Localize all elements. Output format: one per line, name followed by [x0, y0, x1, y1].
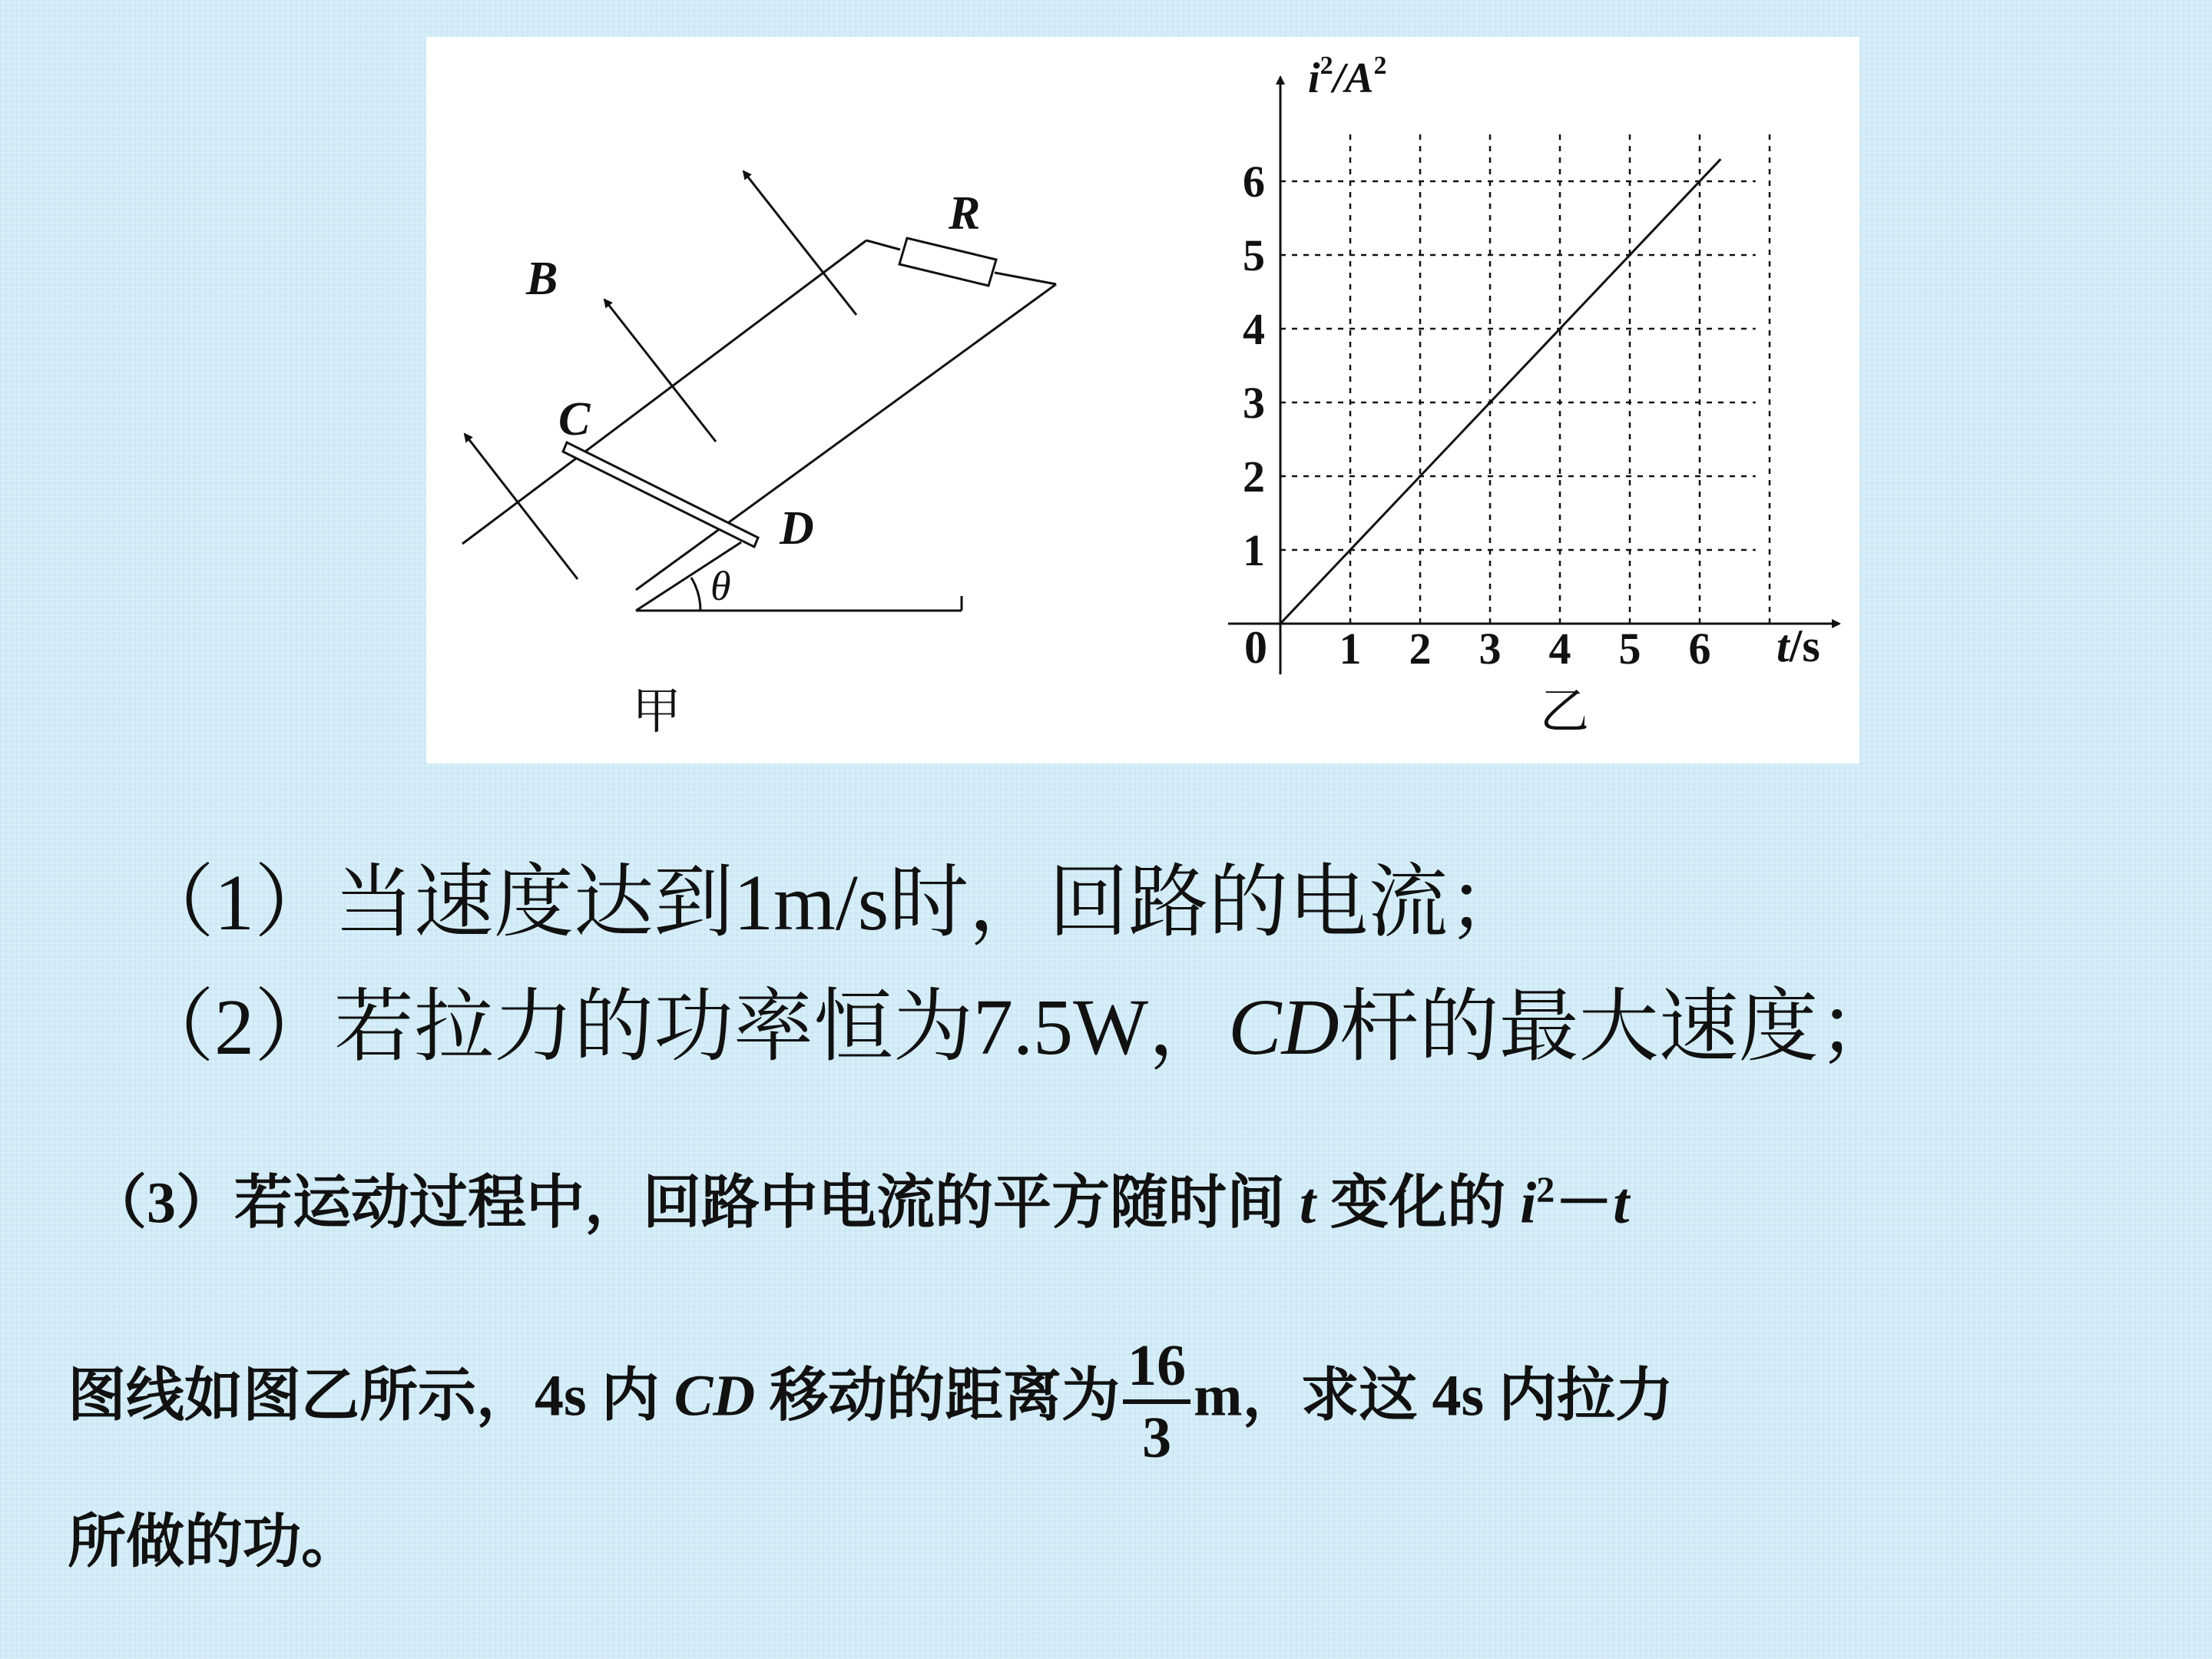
q3-l1-sup: 2	[1536, 1170, 1555, 1210]
label-r: R	[949, 187, 981, 240]
x-label-unit: /s	[1789, 621, 1820, 671]
q3-l2-pre: 图线如图乙所示，4s 内	[68, 1363, 674, 1429]
field-arrow-2	[604, 300, 716, 442]
question-2	[134, 982, 1899, 1074]
rail-top-right	[995, 273, 1056, 284]
y-tick-label: 2	[1243, 452, 1265, 502]
distance-fraction	[1123, 1333, 1190, 1470]
q3-l1-t2: t	[1613, 1171, 1630, 1236]
question-3-line-2	[68, 1333, 1674, 1470]
question-2-pre: （2）若拉力的功率恒为7.5W，	[134, 983, 1229, 1071]
y-axis-label	[1308, 51, 1386, 102]
x-tick-label: 4	[1548, 624, 1571, 674]
caption-yi: 乙	[1540, 684, 1589, 739]
rod-cd	[563, 442, 758, 547]
q3-l2-post: m，求这 4s 内拉力	[1194, 1363, 1674, 1429]
x-axis-ticks	[1339, 624, 1711, 674]
caption-jia: 甲	[632, 684, 681, 739]
q3-l1-t: t	[1300, 1171, 1316, 1236]
fraction-denominator: 3	[1142, 1406, 1172, 1470]
label-c: C	[558, 393, 591, 445]
y-tick-label: 1	[1243, 525, 1265, 575]
label-b: B	[526, 253, 558, 305]
question-1: （1）当速度达到1m/s时，回路的电流；	[134, 859, 1528, 947]
chart-yi	[1228, 51, 1839, 674]
y-tick-label: 3	[1243, 378, 1265, 428]
y-label-base: i	[1308, 55, 1320, 102]
angle-arc	[691, 578, 700, 611]
figure-panel	[426, 37, 1859, 763]
question-2-rod: CD	[1228, 983, 1339, 1071]
y-tick-label: 5	[1243, 230, 1265, 280]
x-axis-label	[1777, 621, 1820, 671]
y-label-sup: 2	[1320, 51, 1333, 80]
y-tick-label: 4	[1243, 304, 1265, 354]
x-label-var: t	[1777, 621, 1790, 671]
origin-label: 0	[1244, 622, 1267, 673]
field-arrow-3	[743, 171, 856, 315]
x-tick-label: 2	[1409, 624, 1432, 674]
question-3-line-1	[88, 1152, 1629, 1241]
q3-l2-mid: 移动的距离为	[755, 1363, 1121, 1429]
chart-series	[1280, 159, 1720, 624]
q3-l2-cd: CD	[674, 1363, 756, 1429]
x-tick-label: 5	[1618, 624, 1641, 674]
x-tick-label: 3	[1479, 624, 1502, 674]
y-label-sup2: 2	[1373, 51, 1387, 80]
series-line	[1280, 159, 1720, 624]
resistor-r	[899, 238, 996, 286]
rail-lower	[636, 284, 1056, 590]
x-tick-label: 1	[1339, 624, 1362, 674]
y-tick-label: 6	[1243, 157, 1265, 207]
y-label-unit: /A	[1333, 55, 1374, 102]
question-3-line-3: 所做的功。	[68, 1510, 359, 1575]
label-d: D	[780, 502, 814, 555]
figure-svg	[426, 37, 1859, 763]
label-theta: θ	[710, 563, 731, 609]
field-arrow-1	[465, 434, 578, 579]
q3-l1-dash: －	[1555, 1171, 1614, 1236]
y-axis-ticks	[1243, 157, 1265, 575]
q3-l1-pre: （3）若运动过程中，回路中电流的平方随时间	[88, 1171, 1300, 1236]
q3-l1-i: i	[1520, 1171, 1537, 1236]
chart-grid	[1280, 130, 1770, 624]
question-2-post: 杆的最大速度；	[1339, 983, 1899, 1071]
rail-top-left	[866, 240, 900, 250]
fraction-numerator: 16	[1123, 1336, 1190, 1404]
q3-l1-mid: 变化的	[1316, 1171, 1521, 1236]
x-tick-label: 6	[1688, 624, 1711, 674]
